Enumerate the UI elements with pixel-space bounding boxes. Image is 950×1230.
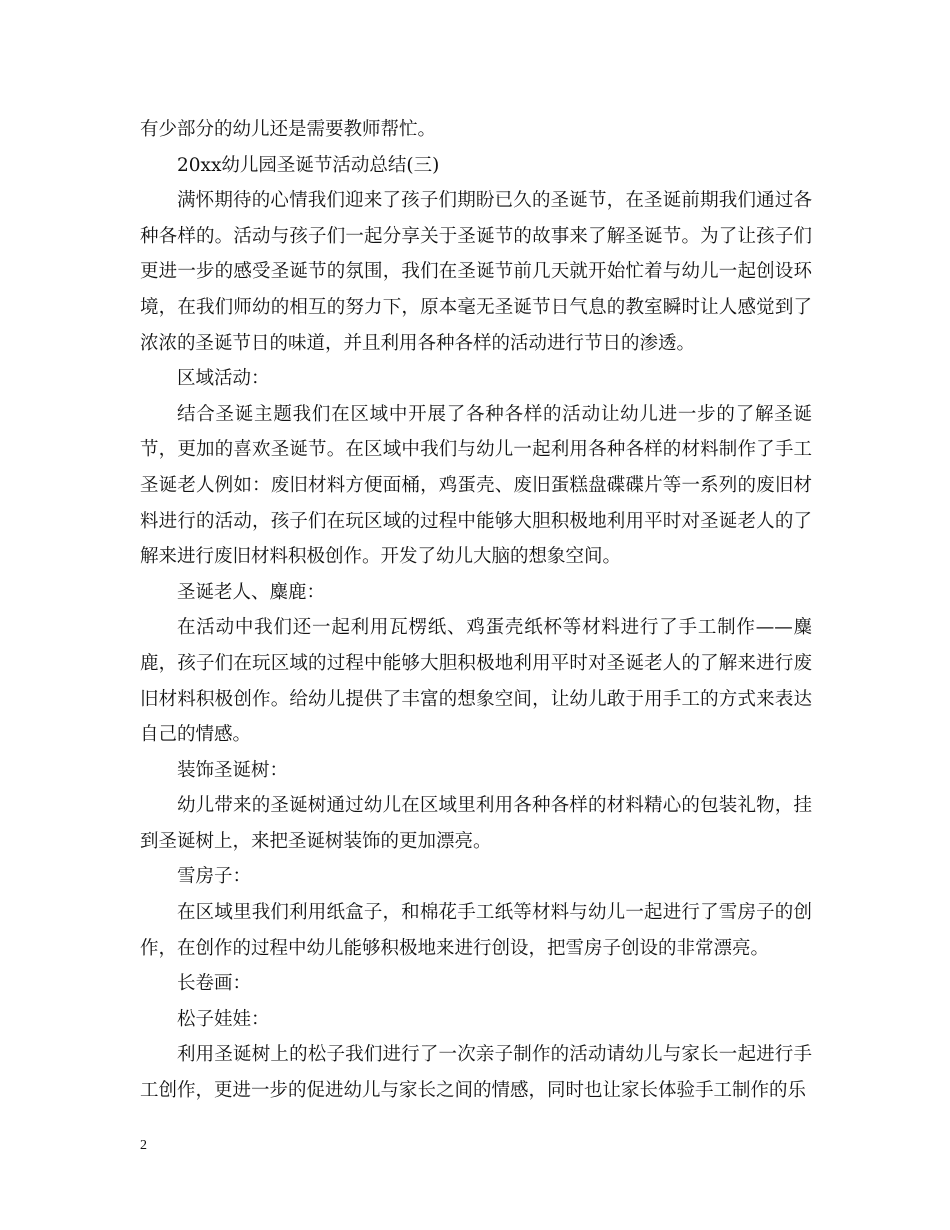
subheading: 长卷画： — [177, 973, 252, 995]
subheading: 圣诞老人、麋鹿： — [177, 581, 326, 603]
subheading: 雪房子： — [177, 866, 252, 888]
subheading: 区域活动： — [177, 368, 270, 390]
paragraph: 幼儿带来的圣诞树通过幼儿在区域里利用各种各样的材料精心的包装礼物，挂到圣诞树上，来把圣诞树装饰的更加漂亮。 — [140, 795, 812, 852]
paragraph: 满怀期待的心情我们迎来了孩子们期盼已久的圣诞节，在圣诞前期我们通过各种各样的。活动与孩子们一起分享关于圣诞节的故事来了解圣诞节。为了让孩子们更进一步的感受圣诞节的氛围，我们在圣诞节前几天就开始忙着与幼儿一起创设环境，在我们师幼的相互的努力下，原本毫无圣诞节日气息的教室瞬时让人感觉到了浓浓的圣诞节日的味道，并且利用各种各样的活动进行节日的渗透。 — [140, 190, 812, 354]
paragraph: 在活动中我们还一起利用瓦楞纸、鸡蛋壳纸杯等材料进行了手工制作——麋鹿，孩子们在玩区域的过程中能够大胆积极地利用平时对圣诞老人的了解来进行废旧材料积极创作。给幼儿提供了丰富的想象空间，让幼儿敢于用手工的方式来表达自己的情感。 — [140, 617, 812, 746]
subheading: 装饰圣诞树： — [177, 759, 289, 781]
paragraph: 利用圣诞树上的松子我们进行了一次亲子制作的活动请幼儿与家长一起进行手工创作，更进一步的促进幼儿与家长之间的情感，同时也让家长体验手工制作的乐 — [140, 1044, 812, 1102]
page-number: 2 — [140, 1138, 147, 1153]
document-body — [140, 112, 812, 1109]
section-heading: 20xx幼儿园圣诞节活动总结(三) — [177, 154, 440, 176]
paragraph: 在区域里我们利用纸盒子，和棉花手工纸等材料与幼儿一起进行了雪房子的创作，在创作的过程中幼儿能够积极地来进行创设，把雪房子创设的非常漂亮。 — [140, 902, 812, 959]
subheading: 松子娃娃： — [177, 1008, 270, 1030]
paragraph: 有少部分的幼儿还是需要教师帮忙。 — [140, 119, 437, 140]
paragraph: 结合圣诞主题我们在区域中开展了各种各样的活动让幼儿进一步的了解圣诞节，更加的喜欢圣诞节。在区域中我们与幼儿一起利用各种各样的材料制作了手工圣诞老人例如：废旧材料方便面桶，鸡蛋壳、废旧蛋糕盘碟碟片等一系列的废旧材料进行的活动，孩子们在玩区域的过程中能够大胆积极地利用平时对圣诞老人的了解来进行废旧材料积极创作。开发了幼儿大脑的想象空间。 — [140, 403, 812, 568]
